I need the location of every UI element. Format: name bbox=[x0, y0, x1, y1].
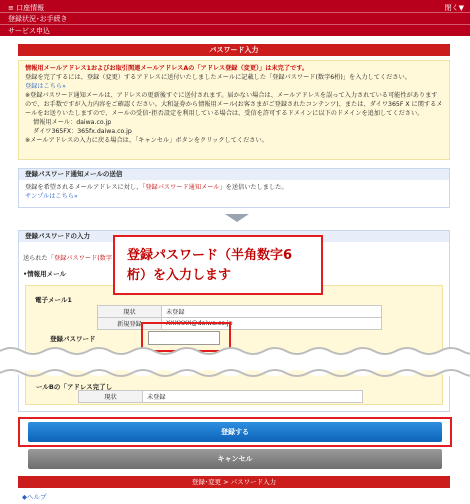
password-label: 登録パスワード bbox=[50, 335, 96, 343]
info-mail-heading: •情報用メール bbox=[23, 270, 67, 278]
row-key: 現状 bbox=[79, 391, 143, 403]
text-highlight: 登録パスワード(数字 bbox=[53, 255, 113, 262]
section-heading: 登録パスワード通知メールの送信 bbox=[19, 169, 449, 180]
table-row bbox=[79, 391, 363, 403]
torn-edge-divider bbox=[0, 345, 470, 381]
divider bbox=[0, 24, 470, 25]
warning-notice bbox=[18, 60, 450, 160]
instruction-text: 登録を完了するには、登録（変更）するアドレスに送付いたしましたメールに記載した「登録パスワード(数字6桁)」を入力してください。 bbox=[25, 74, 411, 81]
password-input[interactable] bbox=[148, 331, 220, 345]
notification-note: ※登録パスワード通知メールは、アドレスの更新後すぐに送付されます。届かない場合は、メールアドレスを誤って入力されている可能性がありますので、お手数ですが入力内容をご確認ください。大和証券から情報用メール(お客さまがご登録されたコンテンツ)、または、ダイワ365F X に関するメールをお送りいたしますので、メールの受信･拒否設定を利用している場合は、受信を許可するドメインに以下のドメインを追加してください。 bbox=[25, 92, 443, 117]
email1-label: 電子メール1 bbox=[35, 296, 72, 304]
text-highlight: 登録パスワード通知メール bbox=[145, 184, 220, 191]
page-title: パスワード入力 bbox=[18, 44, 450, 56]
domain-fx: ダイワ365FX：365fx.daiwa.co.jp bbox=[33, 128, 132, 135]
menu-registration-status[interactable]: 登録状況･お手続き bbox=[8, 15, 68, 23]
text-part: 」を送信いたしました。 bbox=[219, 184, 288, 191]
email-table-b bbox=[78, 390, 363, 403]
domain-info: 情報用メール：daiwa.co.jp bbox=[33, 119, 112, 126]
row-value: 未登録 bbox=[162, 306, 382, 318]
instruction-callout: 登録パスワード（半角数字6桁）を入力します bbox=[113, 235, 323, 295]
section-heading: 登録パスワードの入力 bbox=[19, 231, 449, 242]
text-part: 送られた「 bbox=[23, 255, 54, 262]
sample-link[interactable]: サンプルはこちら» bbox=[25, 193, 78, 200]
row-key: 現状 bbox=[98, 306, 162, 318]
table-row bbox=[98, 306, 382, 318]
text-part: 登録を希望されるメールアドレスに対し、「 bbox=[25, 184, 146, 191]
close-menu-button[interactable]: 閉く▼ bbox=[444, 4, 464, 12]
register-button[interactable]: 登録する bbox=[28, 422, 442, 442]
warning-text: 情報用メールアドレス1およびお取引関連メールアドレスAの「アドレス登録（変更）」は未完了です。 bbox=[25, 65, 309, 72]
row-value: XXXXXX@daiwa.co.jp bbox=[162, 318, 382, 330]
email-table bbox=[97, 305, 382, 330]
row-value: 未登録 bbox=[143, 391, 363, 403]
cancel-note: ※メールアドレスの入力に戻る場合は、「キャンセル」ボタンをクリックしてください。 bbox=[25, 137, 268, 144]
app-header bbox=[0, 0, 470, 36]
row-key: 新規登録 bbox=[98, 318, 162, 330]
send-notification-section bbox=[18, 168, 450, 208]
register-here-link[interactable]: 登録はこちら» bbox=[25, 83, 66, 90]
send-notification-text bbox=[19, 180, 449, 204]
divider bbox=[0, 12, 470, 13]
down-arrow-icon bbox=[225, 214, 249, 222]
cancel-button[interactable]: キャンセル bbox=[28, 449, 442, 469]
help-link[interactable]: ◆ヘルプ bbox=[22, 493, 47, 501]
menu-service-apply[interactable]: サービス申込 bbox=[8, 27, 50, 35]
menu-account-info[interactable]: ≡ 口座情報 bbox=[8, 4, 45, 12]
password-instruction bbox=[23, 253, 112, 262]
breadcrumb: 登録･変更 > パスワード入力 bbox=[18, 476, 450, 488]
mail-b-label: ールBの「アドレス完了し bbox=[36, 383, 113, 391]
